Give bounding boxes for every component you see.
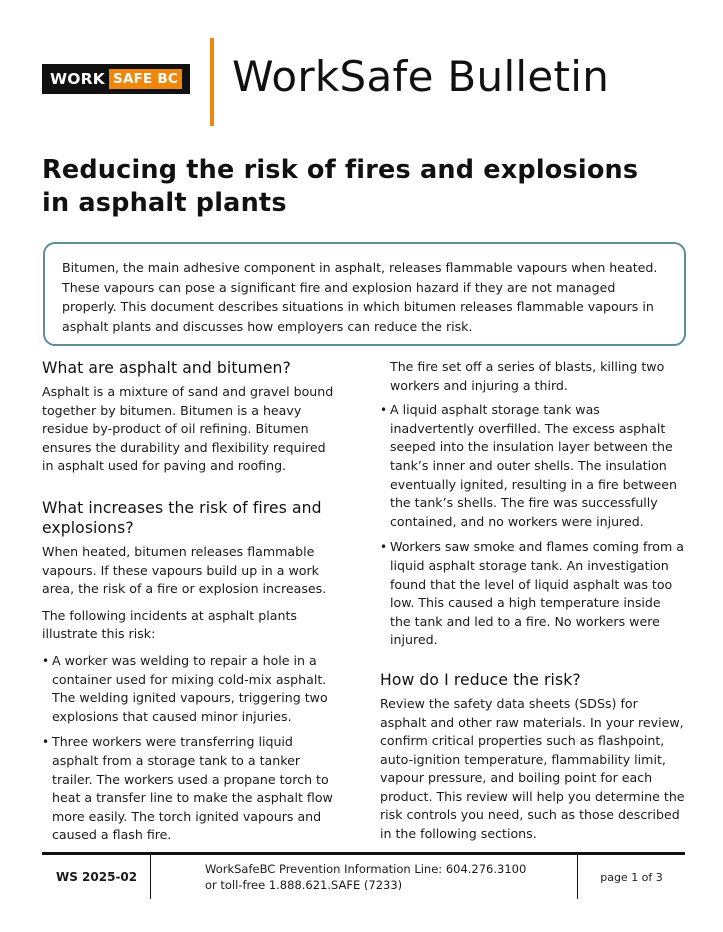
prevention-info-line — [151, 861, 577, 893]
incident-text: Three workers were transferring liquid asphalt from a storage tank to a tanker trailer. The workers used a propane torch to heat a transfer line to make the asphalt flow more easily. The torch ignited vapours and caused a flash fire. — [52, 734, 333, 843]
para-incident-continuation: The fire set off a series of blasts, killing two workers and injuring a third. — [390, 359, 665, 393]
prevention-info-tollfree: or toll-free 1.888.621.SAFE (7233) — [205, 878, 403, 892]
footer — [42, 855, 685, 899]
bullet-icon: • — [42, 653, 50, 668]
heading-reduce-risk: How do I reduce the risk? — [380, 670, 581, 689]
intro-text: Bitumen, the main adhesive component in asphalt, releases flammable vapours when heated. These vapours can pose a significant fire and explosion hazard if they are not managed properly. This document describes situations in which bitumen releases flammable vapours in asphalt plants and discusses how employers can reduce the risk. — [62, 260, 658, 334]
para-risk-vapours: When heated, bitumen releases flammable vapours. If these vapours build up in a work area, the risk of a fire or explosion increases. — [42, 543, 327, 597]
bullet-icon: • — [380, 540, 388, 555]
list-item — [42, 733, 340, 845]
para-reduce-risk: Review the safety data sheets (SDSs) for asphalt and other raw materials. In your review, confirm critical properties such as flashpoint, auto-ignition temperature, flammability limit, vapour pressure, and boiling point for each product. This review will help you determine the risk controls you need, such as those described in the following sections. — [380, 695, 685, 842]
logo-word-safebc: SAFE BC — [109, 69, 182, 89]
incident-text: A worker was welding to repair a hole in a container used for mixing cold-mix asphalt. The welding ignited vapours, triggering two explosions that caused minor injuries. — [52, 652, 328, 724]
heading-risk-increases: What increases the risk of fires and explosions? — [42, 498, 322, 537]
bulletin-title: WorkSafe Bulletin — [232, 52, 610, 101]
incident-list-left — [42, 652, 340, 845]
bullet-icon: • — [42, 735, 50, 750]
document-title-line-2: in asphalt plants — [42, 188, 287, 218]
bullet-icon: • — [380, 403, 388, 418]
logo-word-work: WORK — [50, 70, 106, 88]
left-column — [42, 358, 340, 845]
para-incidents-intro: The following incidents at asphalt plants illustrate this risk: — [42, 607, 297, 642]
worksafebc-logo — [42, 64, 190, 94]
heading-what-are-asphalt: What are asphalt and bitumen? — [42, 359, 291, 377]
header-divider — [210, 38, 214, 126]
incident-list-right — [380, 401, 685, 650]
incident-text: Workers saw smoke and flames coming from a liquid asphalt storage tank. An investigation found that the level of liquid asphalt was too low. This caused a high temperature inside the tank and led to a fire. No workers were injured. — [390, 539, 684, 648]
para-what-are-asphalt: Asphalt is a mixture of sand and gravel bound together by bitumen. Bitumen is a heavy residue by-product of oil refining. Bitumen ensures the durability and flexibility required in asphalt used for paving and roofing. — [42, 384, 334, 474]
list-item — [42, 652, 340, 726]
prevention-info-phone: WorkSafeBC Prevention Information Line: 604.276.3100 — [205, 862, 527, 876]
intro-summary-box — [43, 242, 686, 346]
list-item — [380, 401, 685, 531]
document-title — [42, 154, 682, 220]
bulletin-code: WS 2025-02 — [56, 870, 138, 884]
list-item — [380, 538, 685, 650]
page-number: page 1 of 3 — [600, 870, 663, 884]
document-title-line-1: Reducing the risk of fires and explosions — [42, 155, 639, 185]
incident-text: A liquid asphalt storage tank was inadvertently overfilled. The excess asphalt seeped into the insulation layer between the tank’s inner and outer shells. The insulation eventually ignited, resulting in a fire between the tank’s shells. The fire was successfully contained, and no workers were injured. — [390, 402, 678, 529]
right-column — [380, 358, 685, 844]
